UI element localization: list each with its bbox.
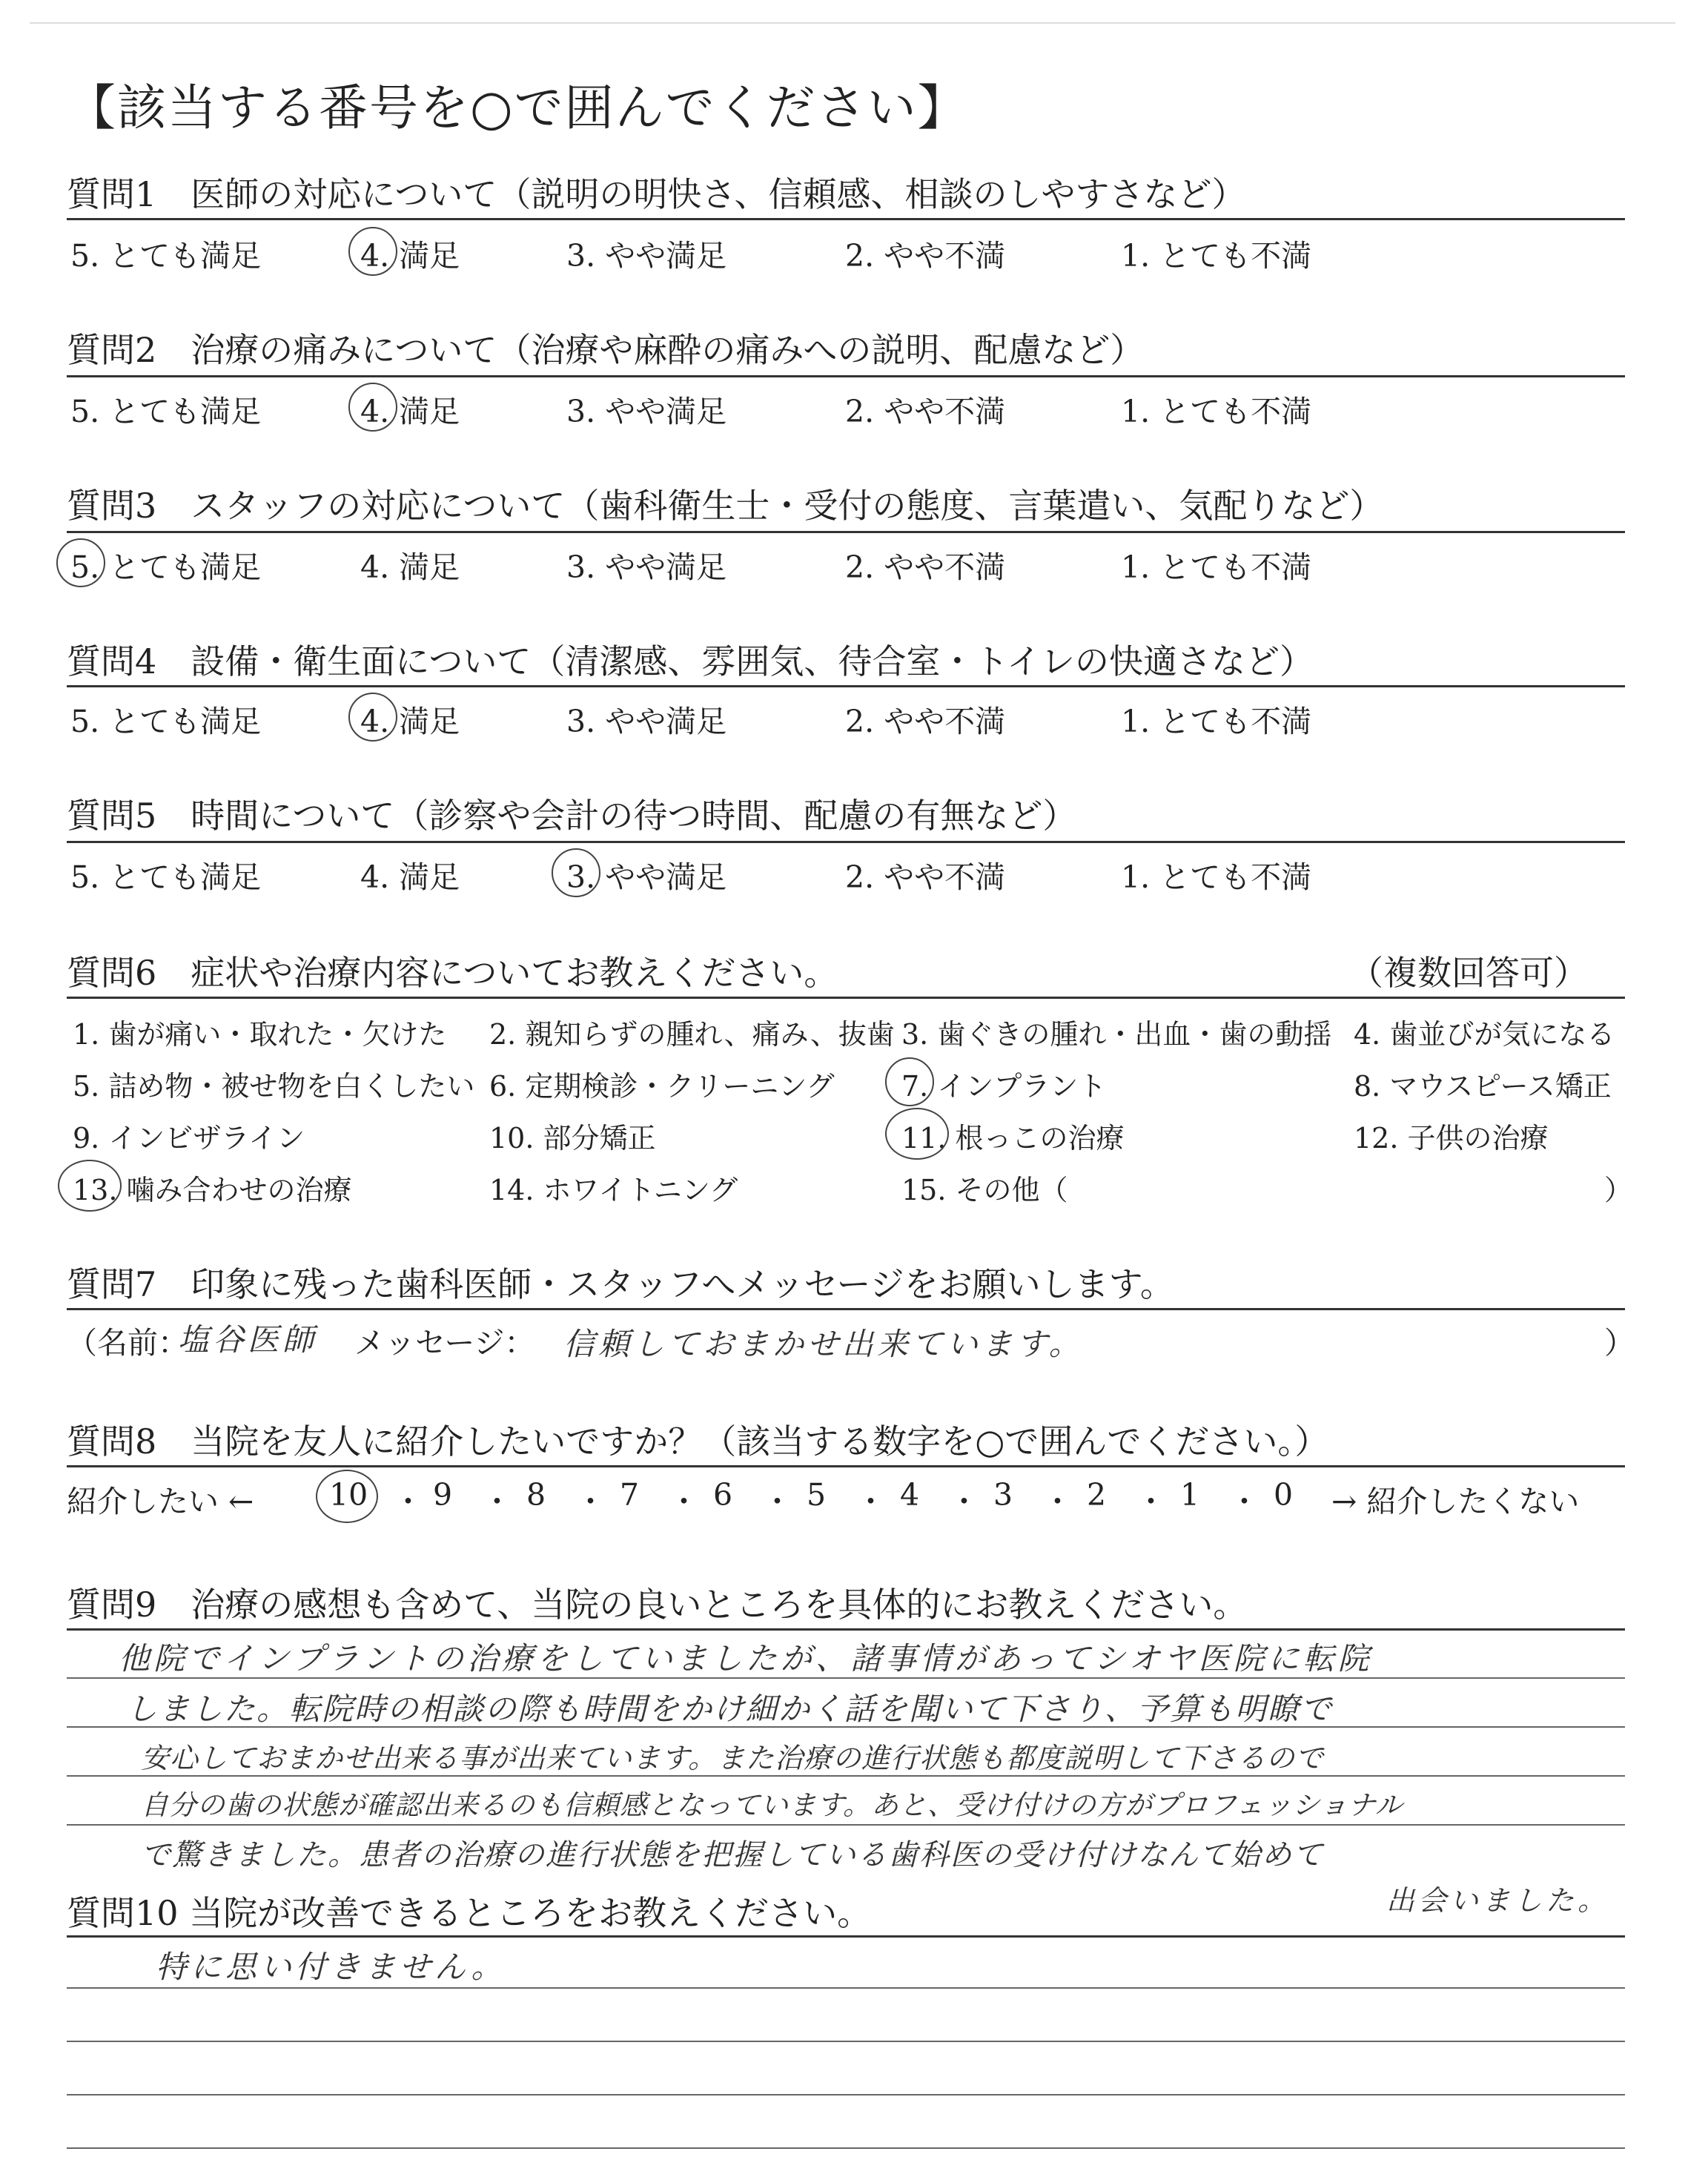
rating-option-5[interactable]: 5. とても満足 (70, 859, 262, 895)
symptom-option-15[interactable]: 15. その他（ (901, 1174, 1068, 1206)
other-close-paren: ） (1604, 1174, 1633, 1206)
symptom-option-3[interactable]: 3. 歯ぐきの腫れ・出血・歯の動揺 (901, 1018, 1332, 1051)
rating-option-5[interactable]: 5. とても満足 (70, 549, 262, 585)
scale-dot: ・ (1229, 1484, 1260, 1519)
page-top-border (30, 22, 1675, 24)
scale-value-10[interactable]: 10 (329, 1477, 368, 1513)
divider (67, 997, 1625, 999)
writing-line (67, 1824, 1625, 1826)
scale-dot: ・ (482, 1484, 512, 1519)
divider (67, 1935, 1625, 1938)
rating-option-4[interactable]: 4. 満足 (360, 238, 460, 274)
rating-option-5[interactable]: 5. とても満足 (70, 238, 262, 274)
rating-option-4[interactable]: 4. 満足 (360, 859, 460, 895)
selection-circle (316, 1470, 378, 1523)
rating-option-3[interactable]: 3. やや満足 (566, 394, 727, 429)
message-prefix: メッセージ： (354, 1325, 535, 1361)
answer-line[interactable]: 他院でインプラントの治療をしていましたが、諸事情があってシオヤ医院に転院 (119, 1640, 1373, 1677)
scale-dot: ・ (393, 1484, 423, 1519)
selection-circle (885, 1108, 949, 1160)
name-prefix: （名前： (67, 1325, 188, 1361)
writing-line (67, 2094, 1625, 2095)
rating-option-3[interactable]: 3. やや満足 (566, 704, 727, 739)
divider (67, 375, 1625, 377)
symptom-option-8[interactable]: 8. マウスピース矯正 (1354, 1070, 1612, 1103)
rating-option-5[interactable]: 5. とても満足 (70, 394, 262, 429)
symptom-option-11[interactable]: 11. 根っこの治療 (901, 1122, 1125, 1155)
scale-dot: ・ (1136, 1484, 1166, 1519)
rating-option-2[interactable]: 2. やや不満 (845, 394, 1006, 429)
selection-circle (56, 538, 105, 587)
question-label: 質問3 スタッフの対応について（歯科衛生士・受付の態度、言葉遣い、気配りなど） (67, 486, 1384, 526)
symptom-option-7[interactable]: 7. インプラント (901, 1070, 1107, 1103)
scale-dot: ・ (575, 1484, 606, 1519)
rating-option-2[interactable]: 2. やや不満 (845, 859, 1006, 895)
answer-line[interactable]: で驚きました。患者の治療の進行状態を把握している歯科医の受け付けなんて始めて (141, 1838, 1324, 1872)
answer-line[interactable]: 自分の歯の状態が確認出来るのも信頼感となっています。あと、受け付けの方がプロフェッショナル (141, 1789, 1403, 1821)
message-value[interactable]: 信頼しておまかせ出来ています。 (563, 1326, 1084, 1362)
symptom-option-5[interactable]: 5. 詰め物・被せ物を白くしたい (73, 1070, 475, 1103)
scale-dot: ・ (762, 1484, 792, 1519)
rating-option-2[interactable]: 2. やや不満 (845, 549, 1006, 585)
rating-option-1[interactable]: 1. とても不満 (1121, 394, 1312, 429)
scale-dot: ・ (855, 1484, 886, 1519)
question-label: 質問6 症状や治療内容についてお教えください。 (67, 953, 838, 993)
rating-option-3[interactable]: 3. やや満足 (566, 859, 727, 895)
scale-value-2[interactable]: 2 (1087, 1477, 1107, 1513)
selection-circle (348, 693, 397, 742)
scale-value-7[interactable]: 7 (620, 1477, 640, 1513)
writing-line (67, 2041, 1625, 2042)
question-label: 質問7 印象に残った歯科医師・スタッフへメッセージをお願いします。 (67, 1264, 1174, 1304)
answer-line[interactable]: 特に思い付きません。 (156, 1949, 506, 1985)
rating-option-4[interactable]: 4. 満足 (360, 549, 460, 585)
question-label: 質問10 当院が改善できるところをお教えください。 (67, 1893, 872, 1933)
symptom-option-6[interactable]: 6. 定期検診・クリーニング (489, 1070, 835, 1103)
question-label: 質問5 時間について（診察や会計の待つ時間、配慮の有無など） (67, 796, 1077, 836)
symptom-option-4[interactable]: 4. 歯並びが気になる (1354, 1018, 1615, 1051)
answer-line[interactable]: しました。転院時の相談の際も時間をかけ細かく話を聞いて下さり、予算も明瞭で (126, 1691, 1334, 1727)
symptom-option-13[interactable]: 13. 噛み合わせの治療 (73, 1174, 352, 1206)
scale-value-8[interactable]: 8 (526, 1477, 546, 1513)
divider (67, 531, 1625, 533)
selection-circle (348, 383, 397, 432)
question-label: 質問8 当院を友人に紹介したいですか？（該当する数字を○で囲んでください。） (67, 1421, 1329, 1462)
writing-line (67, 1987, 1625, 1989)
scale-value-3[interactable]: 3 (993, 1477, 1013, 1513)
scale-value-4[interactable]: 4 (900, 1477, 920, 1513)
rating-option-1[interactable]: 1. とても不満 (1121, 704, 1312, 739)
rating-option-2[interactable]: 2. やや不満 (845, 704, 1006, 739)
scale-dot: ・ (1042, 1484, 1073, 1519)
selection-circle (348, 227, 397, 276)
question-label: 質問4 設備・衛生面について（清潔感、雰囲気、待合室・トイレの快適さなど） (67, 641, 1314, 681)
rating-option-3[interactable]: 3. やや満足 (566, 549, 727, 585)
scale-value-1[interactable]: 1 (1180, 1477, 1200, 1513)
selection-circle (552, 848, 600, 897)
question-label: 質問9 治療の感想も含めて、当院の良いところを具体的にお教えください。 (67, 1585, 1248, 1625)
selection-circle (58, 1160, 122, 1212)
recommend-right-label: → 紹介したくない (1331, 1484, 1580, 1519)
scale-value-9[interactable]: 9 (433, 1477, 453, 1513)
recommend-left-label: 紹介したい ← (67, 1484, 254, 1519)
page-title: 【該当する番号を○で囲んでください】 (67, 79, 968, 136)
divider (67, 218, 1625, 220)
divider (67, 685, 1625, 687)
divider (67, 1628, 1625, 1631)
symptom-option-2[interactable]: 2. 親知らずの腫れ、痛み、抜歯 (489, 1018, 895, 1051)
symptom-option-10[interactable]: 10. 部分矯正 (489, 1122, 656, 1155)
rating-option-4[interactable]: 4. 満足 (360, 394, 460, 429)
rating-option-5[interactable]: 5. とても満足 (70, 704, 262, 739)
rating-option-1[interactable]: 1. とても不満 (1121, 859, 1312, 895)
answer-line[interactable]: 出会いました。 (1386, 1884, 1610, 1917)
divider (67, 1465, 1625, 1467)
scale-dot: ・ (949, 1484, 979, 1519)
scale-value-5[interactable]: 5 (807, 1477, 827, 1513)
answer-line[interactable]: 安心しておまかせ出来る事が出来ています。また治療の進行状態も都度説明して下さるので (141, 1742, 1324, 1774)
symptom-option-14[interactable]: 14. ホワイトニング (489, 1174, 738, 1206)
question-label: 質問2 治療の痛みについて（治療や麻酔の痛みへの説明、配慮など） (67, 330, 1145, 370)
symptom-option-9[interactable]: 9. インビザライン (73, 1122, 305, 1155)
writing-line (67, 2147, 1625, 2149)
divider (67, 1308, 1625, 1310)
rating-option-4[interactable]: 4. 満足 (360, 704, 460, 739)
divider (67, 841, 1625, 843)
message-close-paren: ） (1604, 1325, 1635, 1361)
rating-option-1[interactable]: 1. とても不満 (1121, 238, 1312, 274)
question-label: 質問1 医師の対応について（説明の明快さ、信頼感、相談のしやすさなど） (67, 174, 1246, 214)
scale-value-0[interactable]: 0 (1274, 1477, 1294, 1513)
scale-value-6[interactable]: 6 (713, 1477, 733, 1513)
staff-name-value[interactable]: 塩谷医師 (178, 1321, 318, 1358)
multiple-answer-note: （複数回答可） (1349, 953, 1588, 993)
symptom-option-12[interactable]: 12. 子供の治療 (1354, 1122, 1549, 1155)
symptom-option-1[interactable]: 1. 歯が痛い・取れた・欠けた (73, 1018, 447, 1051)
scale-dot: ・ (669, 1484, 699, 1519)
rating-option-3[interactable]: 3. やや満足 (566, 238, 727, 274)
rating-option-1[interactable]: 1. とても不満 (1121, 549, 1312, 585)
rating-option-2[interactable]: 2. やや不満 (845, 238, 1006, 274)
selection-circle (885, 1057, 934, 1106)
